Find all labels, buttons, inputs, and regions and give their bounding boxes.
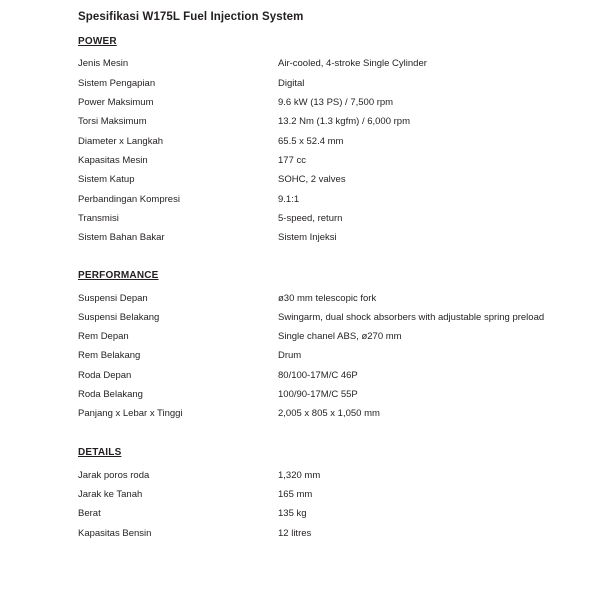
spec-label: Diameter x Langkah: [78, 135, 164, 147]
table-row: [78, 347, 582, 366]
table-row: [78, 328, 582, 347]
spec-value: ø30 mm telescopic fork: [278, 292, 377, 304]
spec-label: Kapasitas Mesin: [78, 154, 148, 166]
spec-label: Transmisi: [78, 212, 119, 224]
spec-value: 12 litres: [278, 527, 312, 539]
table-row: [78, 229, 582, 248]
table-row: [78, 466, 582, 485]
spec-label: Rem Belakang: [78, 350, 141, 362]
spec-value: 9.6 kW (13 PS) / 7,500 rpm: [278, 97, 394, 109]
section-heading-details: DETAILS: [78, 447, 122, 459]
spec-value: Digital: [278, 77, 305, 89]
spec-label: Jenis Mesin: [78, 58, 129, 70]
table-row: [78, 386, 582, 405]
table-row: [78, 152, 582, 171]
spec-label: Perbandingan Kompresi: [78, 193, 180, 205]
spec-label: Berat: [78, 508, 101, 520]
table-row: [78, 55, 582, 74]
table-row: [78, 405, 582, 424]
spec-table-performance: [78, 289, 582, 424]
table-row: [78, 505, 582, 524]
spec-value: SOHC, 2 valves: [278, 174, 346, 186]
spec-value: Swingarm, dual shock absorbers with adjustable spring preload: [278, 311, 545, 323]
spec-label: Roda Depan: [78, 369, 132, 381]
table-row: [78, 190, 582, 209]
spec-value: 165 mm: [278, 489, 313, 501]
spec-label: Rem Depan: [78, 331, 129, 343]
table-row: [78, 74, 582, 93]
spec-value: Single chanel ABS, ø270 mm: [278, 331, 402, 343]
spec-label: Jarak ke Tanah: [78, 489, 143, 501]
table-row: [78, 366, 582, 385]
spec-label: Sistem Pengapian: [78, 77, 156, 89]
spec-label: Suspensi Depan: [78, 292, 148, 304]
table-row: [78, 486, 582, 505]
spec-value: 5-speed, return: [278, 212, 343, 224]
page-title: Spesifikasi W175L Fuel Injection System: [78, 11, 304, 23]
spec-label: Kapasitas Bensin: [78, 527, 152, 539]
spec-value: 9.1:1: [278, 193, 300, 205]
table-row: [78, 289, 582, 308]
spec-table-details: [78, 466, 582, 543]
table-row: [78, 524, 582, 543]
section-heading-power: POWER: [78, 36, 117, 47]
table-row: [78, 94, 582, 113]
table-row: [78, 210, 582, 229]
table-row: [78, 171, 582, 190]
section-details: [78, 447, 582, 543]
spec-label: Sistem Katup: [78, 174, 135, 186]
spec-value: 2,005 x 805 x 1,050 mm: [278, 408, 380, 420]
spec-label: Torsi Maksimum: [78, 116, 147, 128]
spec-value: Sistem Injeksi: [278, 232, 337, 244]
spec-value: 177 cc: [278, 154, 306, 166]
spec-value: 80/100-17M/C 46P: [278, 369, 358, 381]
spec-table-power: [78, 55, 582, 248]
spec-label: Suspensi Belakang: [78, 311, 160, 323]
spec-label: Roda Belakang: [78, 389, 143, 401]
spec-label: Sistem Bahan Bakar: [78, 232, 165, 244]
table-row: [78, 113, 582, 132]
section-performance: [78, 270, 582, 424]
spec-value: Air-cooled, 4-stroke Single Cylinder: [278, 58, 427, 70]
spec-value: 65.5 x 52.4 mm: [278, 135, 344, 147]
spec-value: 135 kg: [278, 508, 307, 520]
spec-label: Jarak poros roda: [78, 469, 150, 481]
section-heading-performance: PERFORMANCE: [78, 270, 159, 282]
spec-label: Panjang x Lebar x Tinggi: [78, 408, 183, 420]
section-power: [78, 36, 582, 248]
table-row: [78, 308, 582, 327]
spec-value: 100/90-17M/C 55P: [278, 389, 358, 401]
spec-value: Drum: [278, 350, 302, 362]
spec-value: 13.2 Nm (1.3 kgfm) / 6,000 rpm: [278, 116, 410, 128]
spec-value: 1,320 mm: [278, 469, 321, 481]
table-row: [78, 132, 582, 151]
spec-label: Power Maksimum: [78, 97, 154, 109]
